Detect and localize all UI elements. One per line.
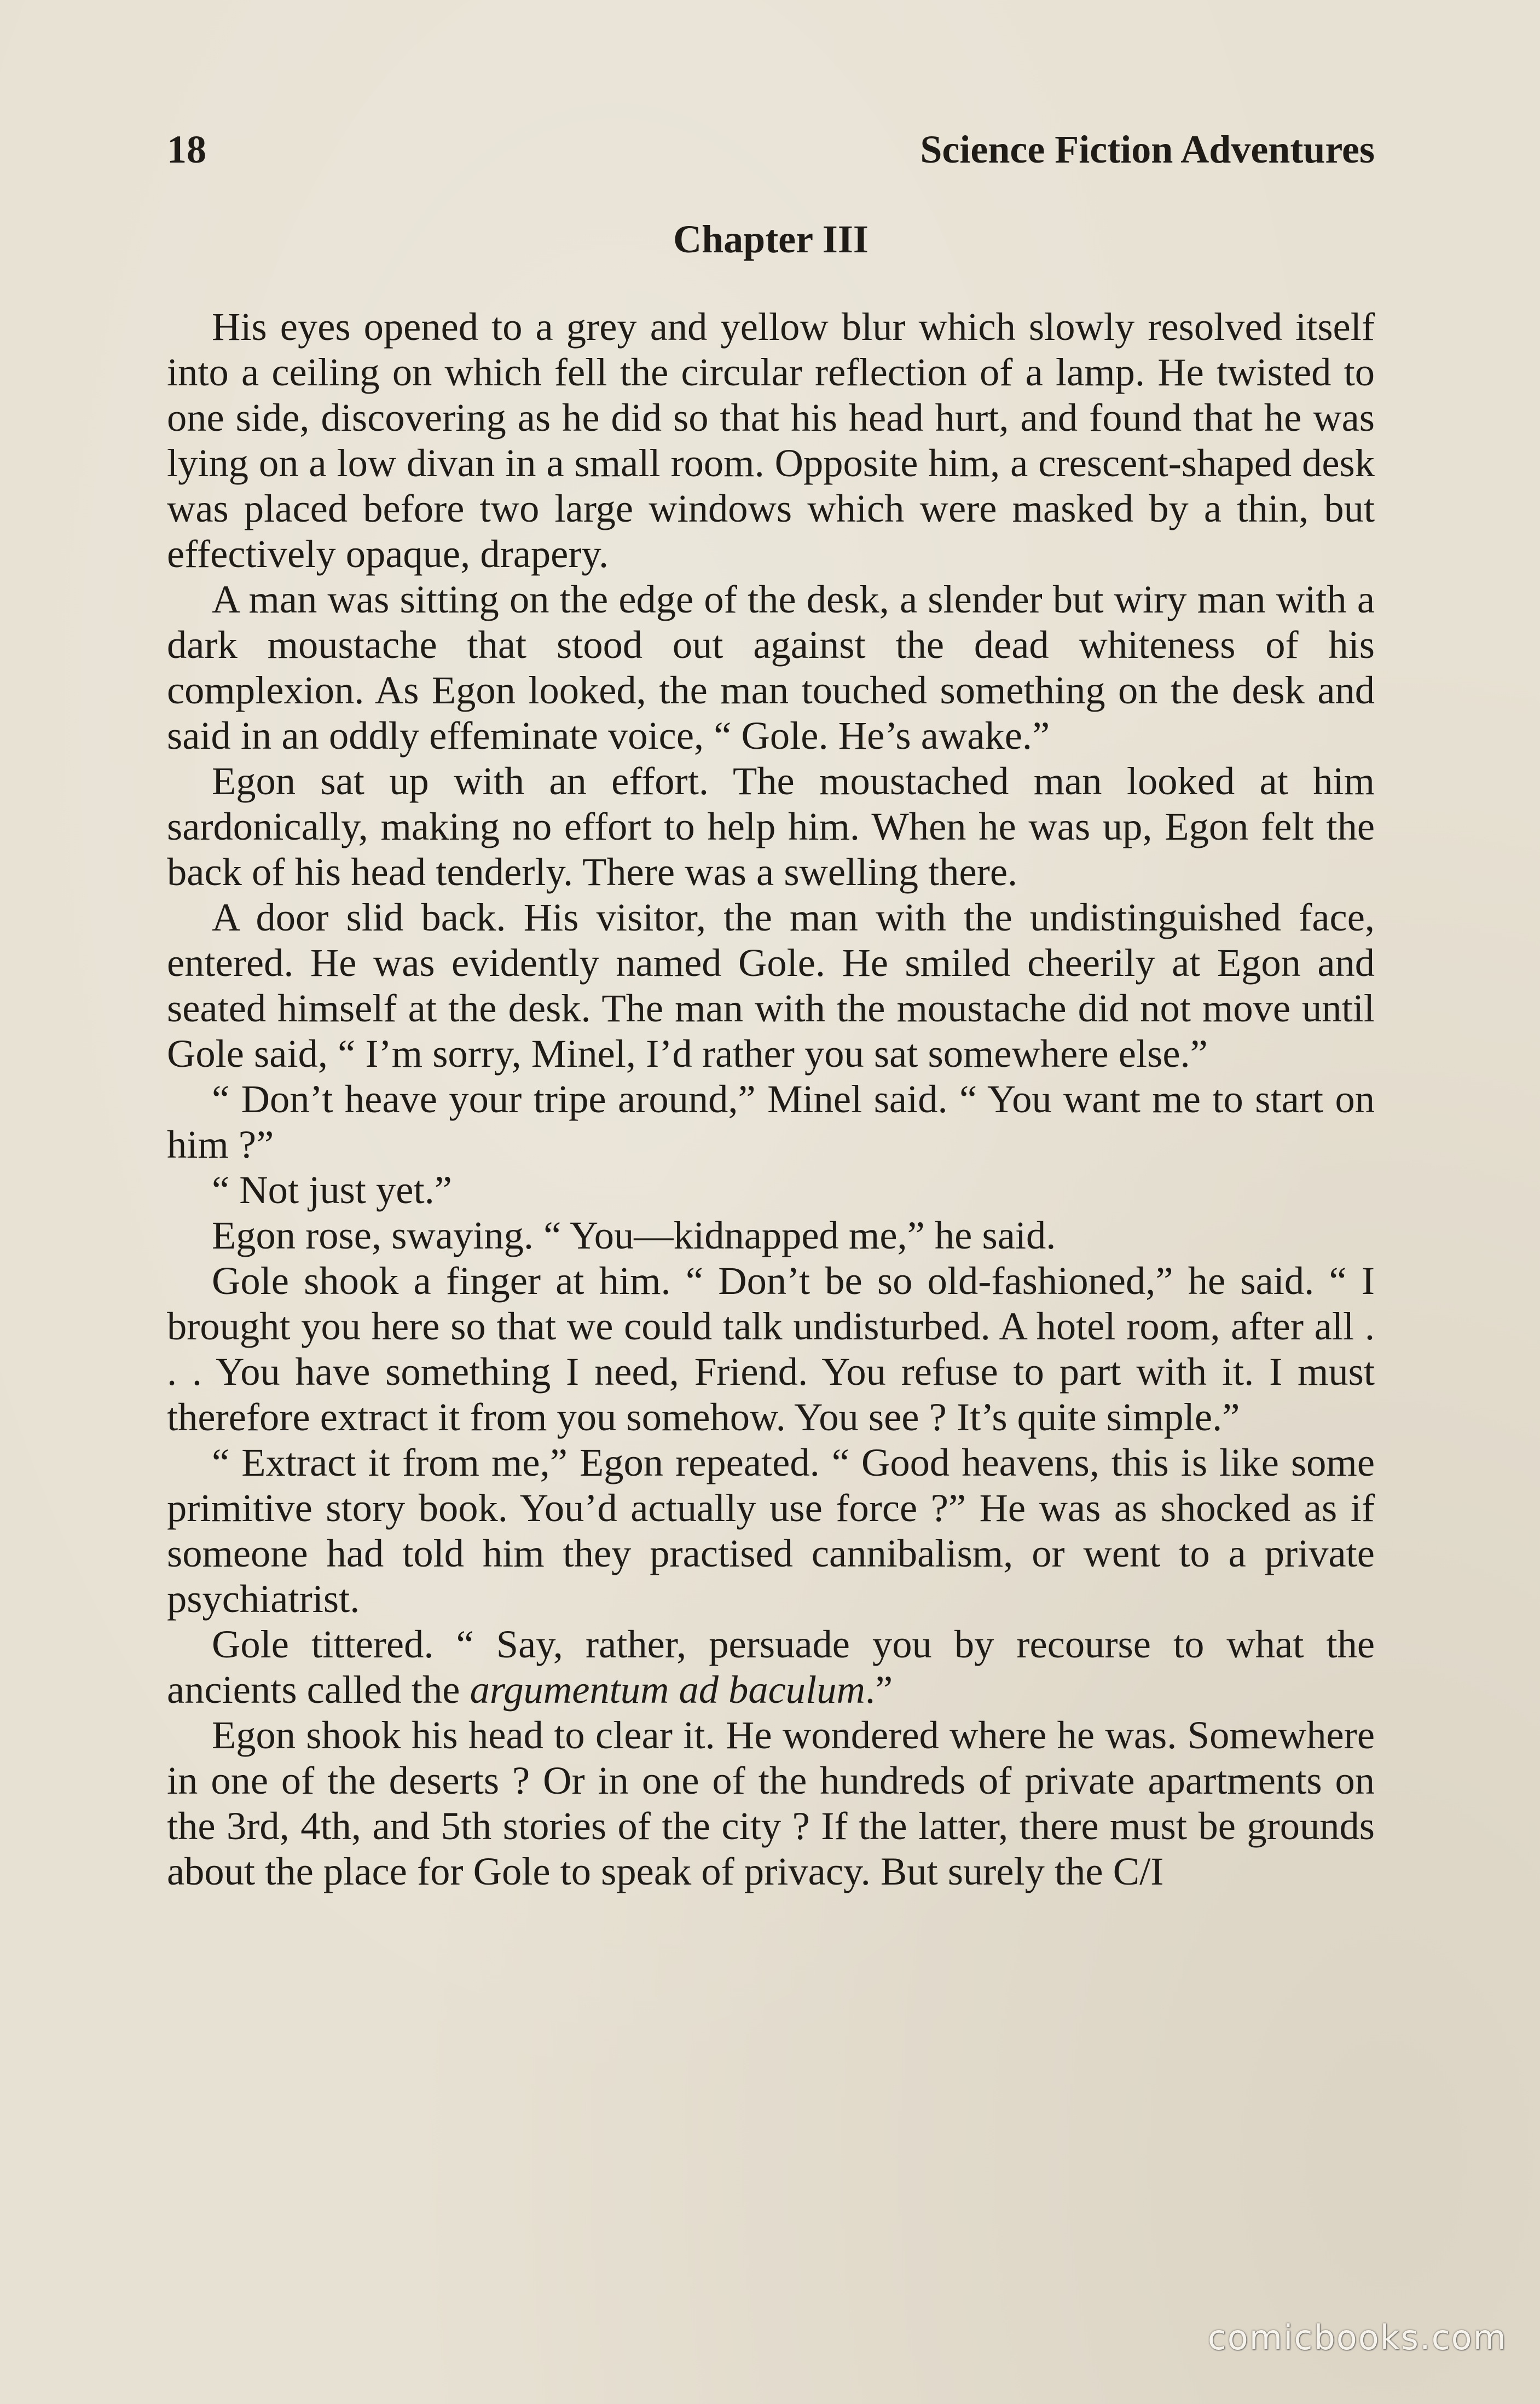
paragraph: His eyes opened to a grey and yellow blur which slowly resolved itself into a ceiling on which fell the circular reflection of a lamp. He twisted to one side, discovering as he did so that his head hurt, and found that he was lying on a low divan in a small room. Opposite him, a crescent-shaped desk was placed before two large windows which were masked by a thin, but effectively opaque, drapery. — [167, 304, 1375, 576]
paragraph: Gole shook a finger at him. “ Don’t be so old-fashioned,” he said. “ I brought you here so that we could talk undisturbed. A hotel room, after all . . . You have something I need, Friend. You refuse to part with it. I must therefore extract it from you somehow. You see ? It’s quite simple.” — [167, 1258, 1375, 1439]
chapter-body — [167, 304, 1375, 1894]
paragraph: “ Don’t heave your tripe around,” Minel said. “ You want me to start on him ?” — [167, 1077, 1375, 1166]
watermark: comicbooks.com — [1207, 2318, 1507, 2357]
paragraph: “ Extract it from me,” Egon repeated. “ Good heavens, this is like some primitive story book. You’d actually use force ?” He was as shocked as if someone had told him they practised cannibalism, or went to a private psychiatrist. — [167, 1440, 1375, 1621]
paragraph: Egon rose, swaying. “ You—kidnapped me,” he said. — [212, 1213, 1056, 1257]
paragraph-text-end: .” — [865, 1667, 893, 1712]
latin-phrase: argumentum ad baculum — [470, 1667, 865, 1712]
running-title: Science Fiction Adventures — [920, 128, 1375, 171]
page-header — [167, 125, 1375, 174]
paragraph: A door slid back. His visitor, the man with the undistinguished face, entered. He was evidently named Gole. He smiled cheerily at Egon and seated himself at the desk. The man with the moustache did not move until Gole said, “ I’m sorry, Minel, I’d rather you sat somewhere else.” — [167, 895, 1375, 1076]
paragraph: Egon shook his head to clear it. He wondered where he was. Somewhere in one of the deserts ? Or in one of the hundreds of private apartments on the 3rd, 4th, and 5th stories of the city ? If the latter, there must be grounds about the place for Gole to speak of privacy. But surely the C/I — [167, 1713, 1375, 1893]
paragraph — [167, 1621, 1375, 1712]
paragraph: A man was sitting on the edge of the desk, a slender but wiry man with a dark moustache that stood out against the dead whiteness of his complexion. As Egon looked, the man touched something on the desk and said in an oddly effeminate voice, “ Gole. He’s awake.” — [167, 577, 1375, 758]
paragraph: “ Not just yet.” — [212, 1168, 452, 1212]
chapter-title: Chapter III — [673, 217, 869, 261]
paragraph-text: Gole tittered. “ Say, rather, persuade you by recourse to what the ancients called the — [167, 1622, 1375, 1712]
paragraph: Egon sat up with an effort. The moustached man looked at him sardonically, making no effort to help him. When he was up, Egon felt the back of his head tenderly. There was a swelling there. — [167, 759, 1375, 894]
page-number: 18 — [167, 128, 206, 171]
